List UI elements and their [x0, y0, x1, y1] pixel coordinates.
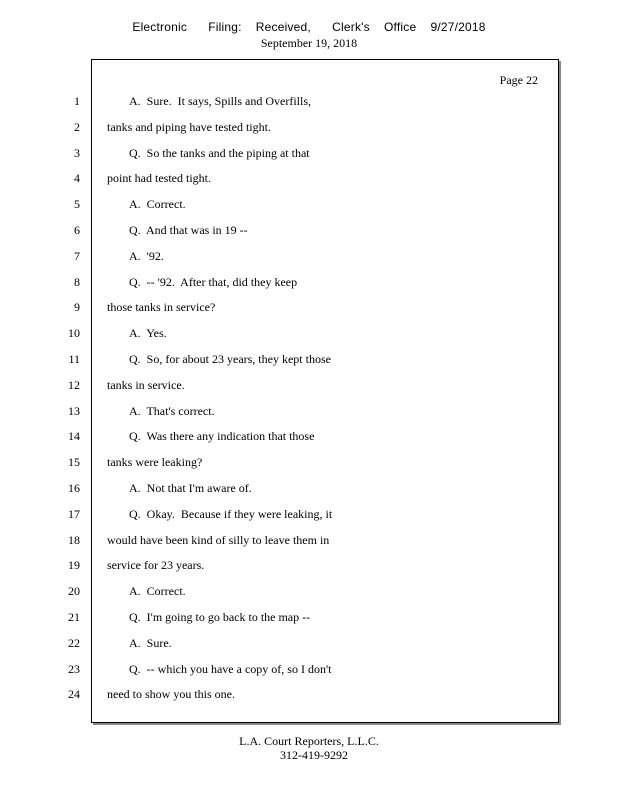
line-number: 17 [68, 507, 80, 521]
line-number: 9 [74, 300, 80, 314]
line-text: service for 23 years. [107, 558, 205, 572]
line-number: 23 [68, 662, 80, 676]
line-text: Q. Okay. Because if they were leaking, it [129, 507, 333, 521]
line-number: 22 [68, 636, 80, 650]
footer-company: L.A. Court Reporters, L.L.C. [239, 734, 379, 748]
line-number: 18 [68, 533, 80, 547]
line-number: 24 [68, 687, 80, 701]
line-text: those tanks in service? [107, 300, 216, 314]
line-number: 19 [68, 558, 80, 572]
line-text: A. Sure. [129, 636, 172, 650]
line-text: A. '92. [129, 249, 164, 263]
line-text: A. Yes. [129, 326, 167, 340]
line-text: A. That's correct. [129, 404, 215, 418]
filing-stamp: Electronic Filing: Received, Clerk's Office 9/27/2018 [132, 20, 486, 34]
line-text: Q. I'm going to go back to the map -- [129, 610, 311, 624]
line-number: 21 [68, 610, 80, 624]
line-number: 6 [74, 223, 80, 237]
line-text: A. Not that I'm aware of. [129, 481, 252, 495]
line-number: 14 [68, 429, 80, 443]
line-number: 15 [68, 455, 80, 469]
line-number: 7 [74, 249, 80, 263]
line-number: 3 [74, 146, 80, 160]
line-text: need to show you this one. [107, 687, 235, 701]
line-number: 4 [74, 171, 80, 185]
line-text: Q. So the tanks and the piping at that [129, 146, 310, 160]
line-number: 13 [68, 404, 80, 418]
line-text: A. Sure. It says, Spills and Overfills, [129, 94, 311, 108]
line-number: 12 [68, 378, 80, 392]
line-text: Q. Was there any indication that those [129, 429, 315, 443]
line-number: 1 [74, 94, 80, 108]
line-number: 20 [68, 584, 80, 598]
line-text: A. Correct. [129, 584, 186, 598]
line-text: point had tested tight. [107, 171, 211, 185]
line-text: tanks and piping have tested tight. [107, 120, 271, 134]
line-number: 2 [74, 120, 80, 134]
line-text: Q. -- '92. After that, did they keep [129, 275, 298, 289]
line-text: tanks were leaking? [107, 455, 203, 469]
footer-phone: 312-419-9292 [280, 748, 348, 762]
line-number: 8 [74, 275, 80, 289]
line-text: Q. So, for about 23 years, they kept those [129, 352, 331, 366]
line-text: tanks in service. [107, 378, 185, 392]
transcript-date: September 19, 2018 [260, 36, 358, 50]
line-number: 5 [74, 197, 80, 211]
line-number: 16 [68, 481, 80, 495]
line-text: would have been kind of silly to leave them in [107, 533, 330, 547]
line-text: Q. And that was in 19 -- [129, 223, 248, 237]
line-number: 10 [68, 326, 80, 340]
line-text: Q. -- which you have a copy of, so I don't [129, 662, 332, 676]
line-text: A. Correct. [129, 197, 186, 211]
page-number: Page 22 [499, 73, 538, 87]
line-number: 11 [68, 352, 80, 366]
